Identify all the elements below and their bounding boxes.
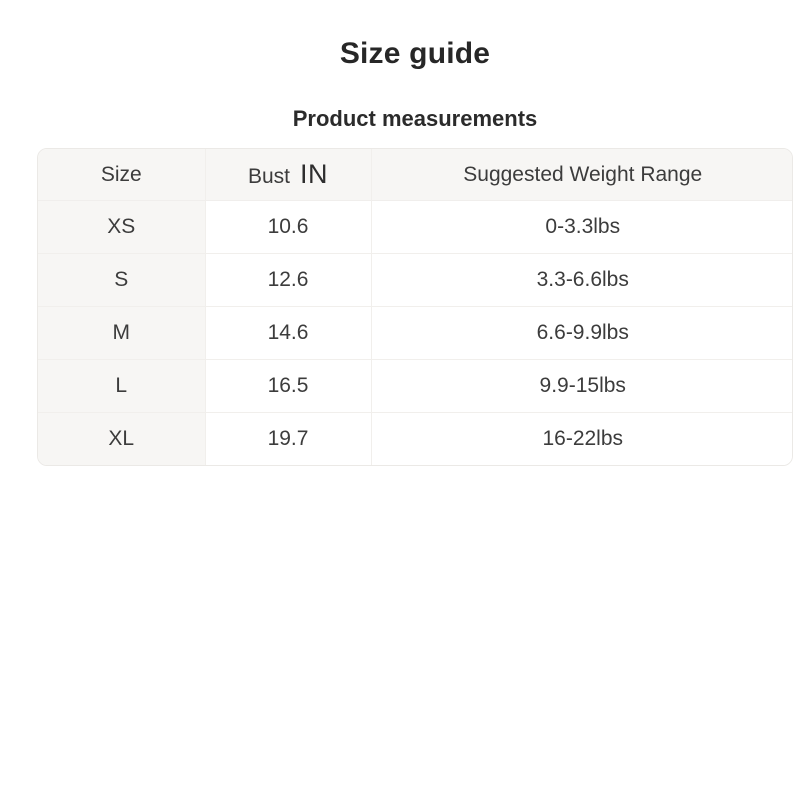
size-cell: XS: [38, 201, 205, 254]
weight-cell: 9.9-15lbs: [371, 360, 793, 413]
content-area: [37, 34, 793, 466]
measurements-table: [38, 149, 793, 465]
weight-cell: 3.3-6.6lbs: [371, 254, 793, 307]
column-header-bust: [205, 149, 371, 201]
table-body: [38, 201, 793, 466]
bust-cell: 16.5: [205, 360, 371, 413]
header-row: [38, 149, 793, 201]
size-cell: M: [38, 307, 205, 360]
bust-cell: 19.7: [205, 413, 371, 466]
table-row-xl: [38, 413, 793, 466]
column-header-bust-label: Bust: [247, 165, 291, 188]
bust-unit-label: IN: [300, 159, 329, 189]
size-cell: XL: [38, 413, 205, 466]
size-cell: L: [38, 360, 205, 413]
page-title: Size guide: [339, 37, 491, 70]
table-row-m: [38, 307, 793, 360]
table-row-l: [38, 360, 793, 413]
weight-cell: 16-22lbs: [371, 413, 793, 466]
column-header-weight-range: Suggested Weight Range: [371, 149, 793, 201]
bust-cell: 14.6: [205, 307, 371, 360]
table-header: [38, 149, 793, 201]
table-row-s: [38, 254, 793, 307]
bust-cell: 10.6: [205, 201, 371, 254]
column-header-size: Size: [38, 149, 205, 201]
size-cell: S: [38, 254, 205, 307]
table-row-xs: [38, 201, 793, 254]
section-title: Product measurements: [292, 106, 538, 131]
bust-cell: 12.6: [205, 254, 371, 307]
weight-cell: 0-3.3lbs: [371, 201, 793, 254]
weight-cell: 6.6-9.9lbs: [371, 307, 793, 360]
measurements-table-container: [37, 148, 793, 466]
